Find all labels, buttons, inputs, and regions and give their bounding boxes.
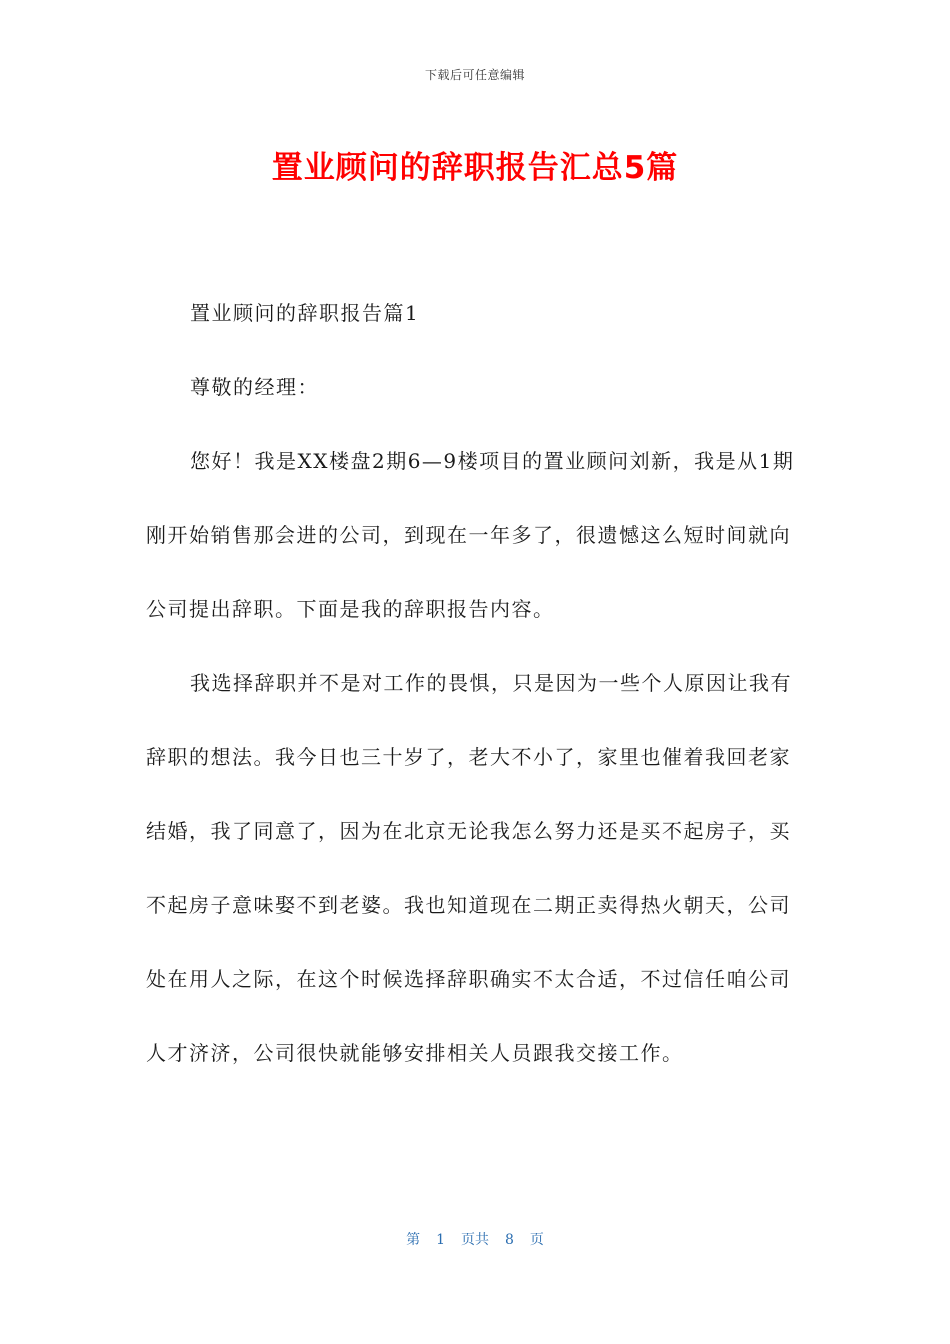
section-heading: 置业顾问的辞职报告篇1 [190,301,420,325]
document-body [146,276,806,1090]
current-page-number: 1 [436,1232,445,1248]
page-footer [0,1229,950,1249]
header-note: 下载后可任意编辑 [424,68,525,82]
page-label-suffix: 页 [529,1232,544,1248]
page-label-middle: 页共 [461,1232,489,1248]
body-paragraph: 我选择辞职并不是对工作的畏惧，只是因为一些个人原因让我有辞职的想法。我今日也三十岁了，老大不小了，家里也催着我回老家结婚，我了同意了，因为在北京无论我怎么努力还是买不起房子，买不起房子意味娶不到老婆。我也知道现在二期正卖得热火朝天，公司处在用人之际，在这个时候选择辞职确实不太合适，不过信任咱公司人才济济，公司很快就能够安排相关人员跟我交接工作。 [146,671,792,1065]
salutation: 尊敬的经理： [190,375,319,399]
body-paragraph: 您好！我是XX楼盘2期6—9楼项目的置业顾问刘新，我是从1期刚开始销售那会进的公司，到现在一年多了，很遗憾这么短时间就向公司提出辞职。下面是我的辞职报告内容。 [146,449,795,621]
document-title: 置业顾问的辞职报告汇总5篇 [271,150,679,186]
total-page-count: 8 [505,1232,514,1248]
page-label-prefix: 第 [406,1232,421,1248]
